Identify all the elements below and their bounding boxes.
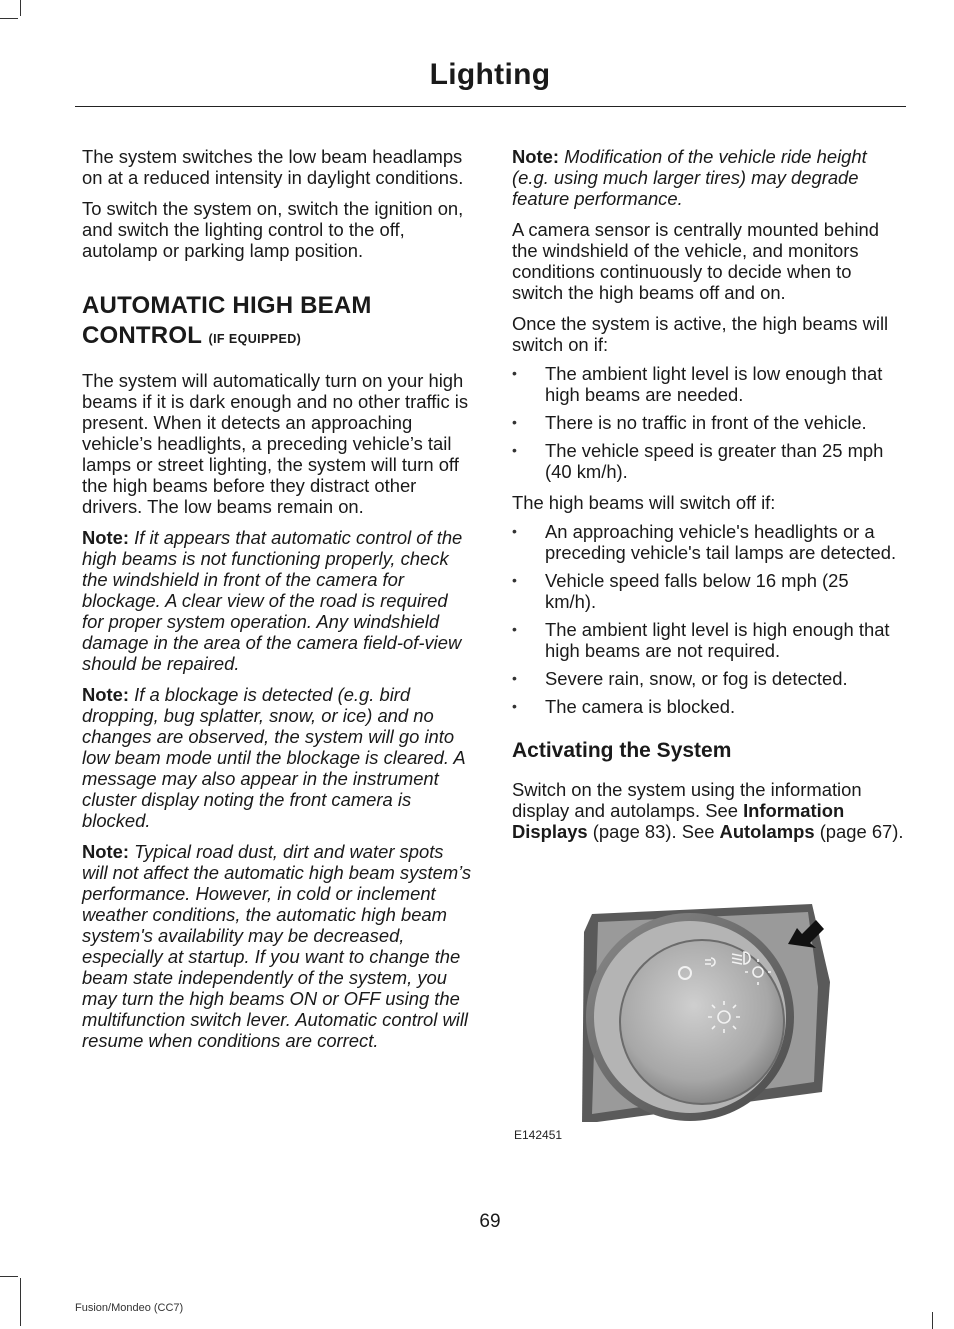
section-heading-line1: AUTOMATIC HIGH BEAM	[82, 292, 372, 319]
page-reference: (page 83). See	[587, 821, 720, 842]
section-heading	[82, 291, 472, 354]
note-label: Note:	[82, 684, 129, 705]
note	[512, 146, 904, 209]
note-text: If it appears that automatic control of the high beams is not functioning properly, check the windshield in front of the camera for blockage. A clear view of the road is required for proper system operation. Any windshield damage in the area of the camera field-of-view should be repaired.	[82, 527, 463, 674]
crop-mark-bottom-left-v	[20, 1278, 21, 1326]
footer-model: Fusion/Mondeo (CC7)	[75, 1302, 184, 1314]
note-label: Note:	[82, 527, 129, 548]
list-item: • The camera is blocked.	[512, 696, 904, 717]
paragraph: A camera sensor is centrally mounted behind the windshield of the vehicle, and monitors conditions continuously to decide when to switch the high beams off and on.	[512, 219, 879, 303]
list-item: • Severe rain, snow, or fog is detected.	[512, 668, 904, 689]
subheading: Activating the System	[512, 739, 732, 762]
lighting-control-dial-illustration	[512, 892, 842, 1122]
note-label: Note:	[82, 841, 129, 862]
off-conditions-list	[512, 521, 904, 717]
lighting-control-figure	[512, 892, 842, 1142]
figure-code: E142451	[514, 1128, 563, 1142]
note-label: Note:	[512, 146, 559, 167]
crop-mark-bottom-left-h	[0, 1276, 18, 1277]
list-item: • There is no traffic in front of the vehicle.	[512, 412, 904, 433]
crop-mark-top-left-v	[20, 0, 21, 16]
page-number: 69	[479, 1211, 501, 1232]
header-divider	[75, 106, 906, 107]
paragraph: The system will automatically turn on your high beams if it is dark enough and no other traffic is present. When it detects an approaching vehicle’s headlights, a preceding vehicle’s tail lamps or street lighting, the system will turn off the high beams before they distract other drivers. The low beams remain on.	[82, 370, 469, 517]
crop-mark-bottom-right-v	[932, 1312, 933, 1329]
list-item: • The ambient light level is low enough that high beams are needed.	[512, 363, 904, 405]
note-text: Typical road dust, dirt and water spots will not affect the automatic high beam system’s performance. However, in cold or inclement weather conditions, the automatic high beam system's availability may be decreased, especially at startup. If you want to change the beam state independently of the system, you may turn the high beams ON or OFF using the multifunction switch lever. Automatic control will resume when conditions are correct.	[82, 841, 472, 1051]
page-title: Lighting	[429, 58, 551, 91]
cross-reference-link[interactable]: Autolamps	[719, 821, 815, 842]
paragraph: To switch the system on, switch the ignition on, and switch the lighting control to the off, autolamp or parking lamp position.	[82, 198, 464, 261]
note	[82, 841, 472, 1051]
note	[82, 527, 472, 674]
list-item: • The vehicle speed is greater than 25 mph (40 km/h).	[512, 440, 904, 482]
if-equipped-label: (IF EQUIPPED)	[208, 332, 302, 346]
cross-reference-link[interactable]: Information Displays	[512, 800, 845, 842]
list-item: • An approaching vehicle's headlights or a preceding vehicle's tail lamps are detected.	[512, 521, 904, 563]
note	[82, 684, 472, 831]
page-reference: (page 67).	[814, 821, 904, 842]
left-column	[82, 146, 472, 1061]
section-heading-line2: CONTROL	[82, 322, 202, 349]
list-item: • Vehicle speed falls below 16 mph (25 km/h).	[512, 570, 904, 612]
note-text: Modification of the vehicle ride height (e.g. using much larger tires) may degrade feature performance.	[512, 146, 867, 209]
paragraph: Once the system is active, the high beams will switch on if:	[512, 313, 889, 355]
activation-paragraph	[512, 779, 904, 842]
note-text: If a blockage is detected (e.g. bird dropping, bug splatter, snow, or ice) and no changes are observed, the system will go into low beam mode until the blockage is cleared. A message may also appear in the instrument cluster display noting the front camera is blocked.	[82, 684, 466, 831]
activation-text: Switch on the system using the information display and autolamps. See	[512, 779, 862, 821]
right-column	[512, 146, 904, 852]
on-conditions-list	[512, 363, 904, 482]
list-item: • The ambient light level is high enough that high beams are not required.	[512, 619, 904, 661]
paragraph: The system switches the low beam headlamps on at a reduced intensity in daylight conditions.	[82, 146, 464, 188]
paragraph: The high beams will switch off if:	[512, 492, 776, 513]
crop-mark-top-left-h	[0, 18, 18, 19]
